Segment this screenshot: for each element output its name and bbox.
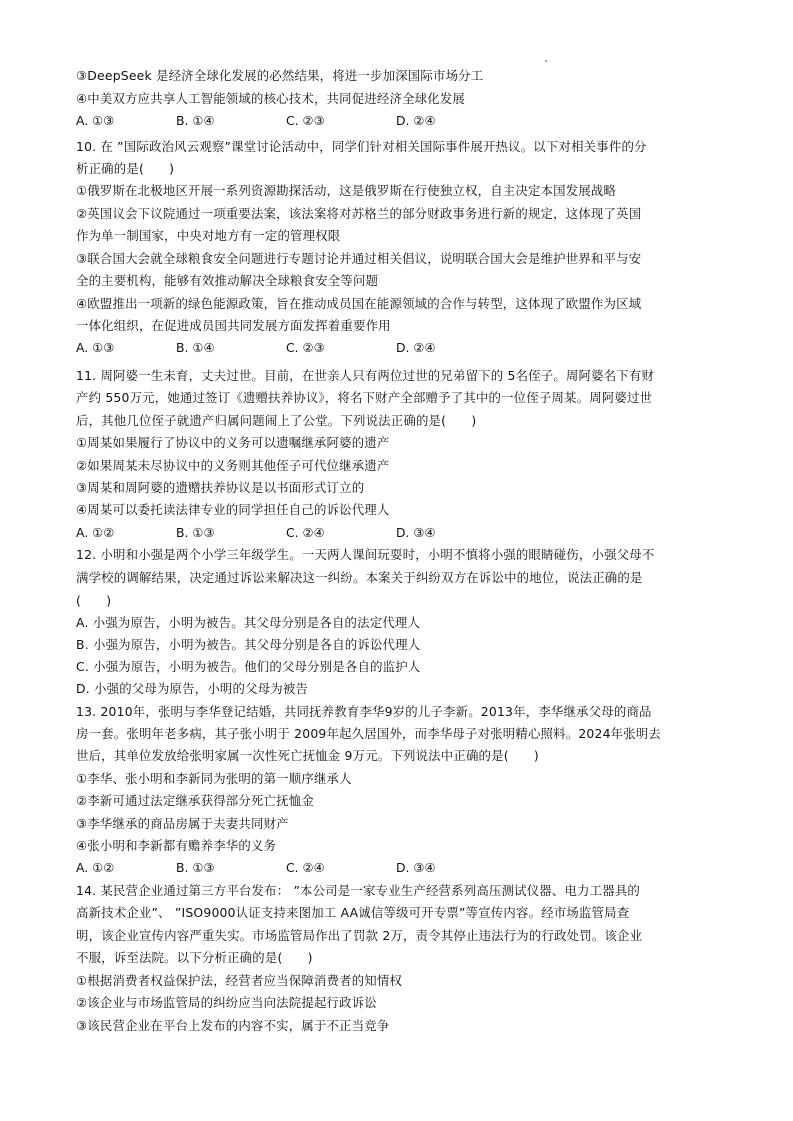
q11-l1: 11. 周阿婆一生未育，丈夫过世。目前，在世亲人只有两位过世的兄弟留下的 5名侄子。周阿婆名下有财 — [76, 368, 655, 383]
q13-choices-row — [76, 857, 716, 879]
q10-s3b: 全的主要机构，能够有效推动解决全球粮食安全等问题 — [76, 273, 379, 288]
speck-mark — [545, 60, 547, 62]
q12-d: D. 小强的父母为原告，小明的父母为被告 — [76, 681, 309, 696]
option-b: B. ①③ — [176, 860, 215, 875]
q14-l4: 不服，诉至法院。以下分析正确的是( ) — [76, 950, 313, 965]
q12-l2: 满学校的调解结果，决定通过诉讼来解决这一纠纷。本案关于纠纷双方在诉讼中的地位，说法正确的是 — [76, 570, 643, 585]
q10-s3a: ③联合国大会就全球粮食安全问题进行专题讨论并通过相关倡议，说明联合国大会是维护世界和平与安 — [76, 251, 642, 266]
option-c: C. ②④ — [286, 525, 325, 540]
q11-choices-row — [76, 522, 716, 544]
option-d: D. ②④ — [396, 340, 436, 355]
q14-s1: ①根据消费者权益保护法，经营者应当保障消费者的知情权 — [76, 973, 403, 988]
q9-opt4: ④中美双方应共享人工智能领域的核心技术，共同促进经济全球化发展 — [76, 91, 466, 106]
option-c: C. ②③ — [286, 340, 325, 355]
option-d: D. ②④ — [396, 113, 436, 128]
option-b: B. ①④ — [176, 113, 215, 128]
q10-s1: ①俄罗斯在北极地区开展一系列资源勘探活动，这是俄罗斯在行使独立权，自主决定本国发展战略 — [76, 183, 617, 198]
q13-s4: ④张小明和李新都有赡养李华的义务 — [76, 838, 277, 853]
q11-s1: ①周某如果履行了协议中的义务可以遗嘱继承阿婆的遗产 — [76, 435, 390, 450]
q10-s4b: 一体化组织，在促进成员国共同发展方面发挥着重要作用 — [76, 318, 391, 333]
option-a: A. ①③ — [76, 340, 115, 355]
q12-l1: 12. 小明和小强是两个小学三年级学生。一天两人课间玩耍时，小明不慎将小强的眼睛碰伤，小强父母不 — [76, 547, 655, 562]
q11-l3: 后，其他几位侄子就遗产归属问题闹上了公堂。下列说法正确的是( ) — [76, 413, 477, 428]
q14-s2: ②该企业与市场监管局的纠纷应当向法院提起行政诉讼 — [76, 995, 377, 1010]
option-a: A. ①② — [76, 860, 115, 875]
option-a: A. ①② — [76, 525, 115, 540]
option-b: B. ①③ — [176, 525, 215, 540]
q14-s3: ③该民营企业在平台上发布的内容不实，属于不正当竞争 — [76, 1018, 390, 1033]
q13-s1: ①李华、张小明和李新同为张明的第一顺序继承人 — [76, 771, 352, 786]
q11-s2: ②如果周某未尽协议中的义务则其他侄子可代位继承遗产 — [76, 458, 390, 473]
q9-opt3: ③DeepSeek 是经济全球化发展的必然结果，将进一步加深国际市场分工 — [76, 68, 484, 83]
q12-b: B. 小强为原告，小明为被告。其父母分别是各自的诉讼代理人 — [76, 637, 421, 652]
q13-s3: ③李华继承的商品房属于夫妻共同财产 — [76, 816, 289, 831]
q11-s3: ③周某和周阿婆的遗赠扶养协议是以书面形式订立的 — [76, 480, 365, 495]
q13-l3: 世后，其单位发放给张明家属一次性死亡抚恤金 9万元。下列说法中正确的是( ) — [76, 748, 539, 763]
q10-s4a: ④欧盟推出一项新的绿色能源政策，旨在推动成员国在能源领域的合作与转型，这体现了欧盟作为区域 — [76, 296, 642, 311]
q14-l1: 14. 某民营企业通过第三方平台发布： ”本公司是一家专业生产经营系列高压测试仪器、电力工器具的 — [76, 883, 641, 898]
option-c: C. ②③ — [286, 113, 325, 128]
q10-s2a: ②英国议会下议院通过一项重要法案，该法案将对苏格兰的部分财政事务进行新的规定，这体现了英国 — [76, 206, 642, 221]
q11-s4: ④周某可以委托读法律专业的同学担任自己的诉讼代理人 — [76, 502, 390, 517]
option-d: D. ③④ — [396, 525, 436, 540]
q12-a: A. 小强为原告，小明为被告。其父母分别是各自的法定代理人 — [76, 615, 421, 630]
q14-l2: 高新技术企业”、 ”ISO9000认证支持来图加工 AA诚信等级可开专票”等宣传内容。经市场监管局查 — [76, 905, 630, 920]
q11-l2: 产约 550万元，她通过签订《遗赠扶养协议》，将名下财产全部赠予了其中的一位侄子周某。周阿婆过世 — [76, 390, 653, 405]
q10-l2: 析正确的是( ) — [76, 161, 175, 176]
option-a: A. ①③ — [76, 113, 115, 128]
option-b: B. ①④ — [176, 340, 215, 355]
q13-l2: 房一套。张明年老多病，其子张小明于 2009年起久居国外，而李华母子对张明精心照料。2024年张明去 — [76, 726, 662, 741]
q12-c: C. 小强为原告，小明为被告。他们的父母分别是各自的监护人 — [76, 659, 421, 674]
q10-s2b: 作为单一制国家，中央对地方有一定的管理权限 — [76, 228, 341, 243]
q14-l3: 明，该企业宣传内容严重失实。市场监管局作出了罚款 2万，责令其停止违法行为的行政处罚。该企业 — [76, 928, 643, 943]
q10-choices-row — [76, 337, 716, 359]
option-c: C. ②④ — [286, 860, 325, 875]
option-d: D. ③④ — [396, 860, 436, 875]
q10-l1: 10. 在 ”国际政治风云观察”课堂讨论活动中，同学们针对相关国际事件展开热议。以下对相关事件的分 — [76, 139, 647, 154]
q12-l3: ( ) — [76, 593, 112, 608]
q13-s2: ②李新可通过法定继承获得部分死亡抚恤金 — [76, 793, 314, 808]
q13-l1: 13. 2010年，张明与李华登记结婚，共同抚养教育李华9岁的儿子李新。2013年，李华继承父母的商品 — [76, 704, 652, 719]
q9-choices-row — [76, 110, 716, 132]
